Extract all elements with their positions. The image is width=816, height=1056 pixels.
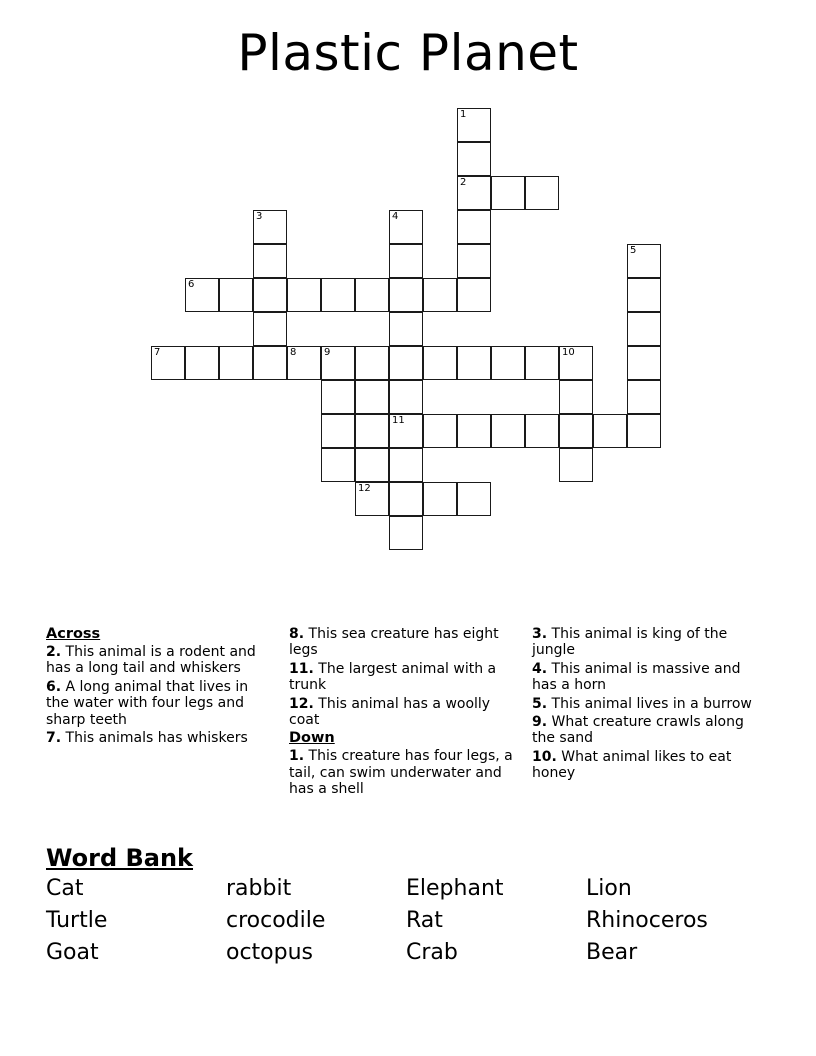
crossword-cell[interactable] — [627, 414, 661, 448]
crossword-cell[interactable] — [525, 346, 559, 380]
crossword-cell[interactable] — [389, 380, 423, 414]
crossword-cell-number: 8 — [290, 347, 297, 358]
clue-number: 2. — [46, 644, 62, 660]
crossword-cell[interactable] — [389, 210, 423, 244]
clue-down-3 — [532, 626, 762, 659]
crossword-cell[interactable] — [491, 176, 525, 210]
crossword-cell[interactable] — [491, 414, 525, 448]
clue-down-4 — [532, 661, 762, 694]
clue-number: 12. — [289, 695, 314, 712]
clue-number: 8. — [289, 626, 305, 642]
clue-number: 5. — [532, 695, 548, 712]
word-bank-item: Elephant — [406, 876, 504, 901]
crossword-cell[interactable] — [491, 346, 525, 380]
clue-number: 1. — [289, 748, 305, 765]
clue-number: 6. — [46, 678, 62, 695]
crossword-cell[interactable] — [627, 312, 661, 346]
crossword-cell-number: 3 — [256, 211, 263, 222]
word-bank-item: Rat — [406, 908, 443, 933]
crossword-cell[interactable] — [287, 278, 321, 312]
word-bank-item: Rhinoceros — [586, 908, 708, 933]
word-bank-item: Lion — [586, 876, 632, 901]
crossword-cell[interactable] — [355, 346, 389, 380]
word-bank-item: Bear — [586, 940, 638, 965]
clue-text: This animal lives in a burrow — [551, 695, 752, 712]
crossword-cell[interactable] — [253, 278, 287, 312]
crossword-cell[interactable] — [457, 346, 491, 380]
clue-across-8 — [289, 626, 518, 659]
crossword-cell[interactable] — [389, 448, 423, 482]
crossword-cell[interactable] — [559, 448, 593, 482]
clues-column-3 — [532, 626, 776, 784]
word-bank-item: crocodile — [226, 908, 326, 933]
crossword-cell-number: 2 — [460, 177, 467, 188]
word-bank-item: rabbit — [226, 876, 292, 901]
clues-section — [46, 626, 776, 800]
down-heading: Down — [289, 730, 335, 747]
crossword-cell[interactable] — [457, 244, 491, 278]
clue-text: This animal has a woolly coat — [289, 695, 491, 729]
clue-text: What creature crawls along the sand — [532, 714, 744, 747]
crossword-cell[interactable] — [525, 414, 559, 448]
crossword-cell[interactable] — [321, 380, 355, 414]
crossword-cell[interactable] — [355, 414, 389, 448]
clue-number: 4. — [532, 660, 548, 677]
clue-text: This animal is a rodent and has a long tail and whiskers — [46, 644, 256, 677]
clues-column-1 — [46, 626, 289, 748]
crossword-cell[interactable] — [253, 210, 287, 244]
crossword-cell[interactable] — [219, 278, 253, 312]
crossword-cell[interactable] — [559, 380, 593, 414]
crossword-cell[interactable] — [627, 380, 661, 414]
word-bank-list — [46, 874, 776, 967]
crossword-cell[interactable] — [423, 278, 457, 312]
clue-number: 7. — [46, 730, 62, 747]
crossword-cell[interactable] — [457, 278, 491, 312]
clue-text: This animal is massive and has a horn — [532, 660, 741, 694]
crossword-cell[interactable] — [457, 108, 491, 142]
clue-down-5 — [532, 696, 762, 712]
across-heading: Across — [46, 626, 101, 642]
clue-across-6 — [46, 679, 275, 728]
crossword-cell[interactable] — [389, 312, 423, 346]
crossword-cell[interactable] — [355, 278, 389, 312]
crossword-cell[interactable] — [287, 346, 321, 380]
crossword-cell[interactable] — [253, 346, 287, 380]
crossword-cell[interactable] — [185, 278, 219, 312]
clue-down-9 — [532, 714, 762, 747]
crossword-cell-number: 9 — [324, 347, 331, 358]
crossword-cell[interactable] — [457, 176, 491, 210]
clues-column-2 — [289, 626, 532, 800]
clue-text: This animals has whiskers — [65, 730, 248, 747]
crossword-cell[interactable] — [321, 346, 355, 380]
word-bank-section — [46, 844, 776, 967]
crossword-cell-number: 4 — [392, 211, 399, 222]
crossword-cell-number: 1 — [460, 109, 467, 120]
crossword-cell[interactable] — [389, 278, 423, 312]
clue-text: A long animal that lives in the water with four legs and sharp teeth — [46, 678, 249, 728]
word-bank-title: Word Bank — [46, 844, 194, 872]
crossword-cell[interactable] — [355, 482, 389, 516]
crossword-cell[interactable] — [389, 482, 423, 516]
crossword-cell-number: 10 — [562, 347, 575, 358]
clue-down-10 — [532, 749, 762, 782]
word-bank-item: Turtle — [46, 908, 108, 933]
crossword-cell-number: 6 — [188, 279, 195, 290]
crossword-cell[interactable] — [559, 346, 593, 380]
crossword-cell[interactable] — [593, 414, 627, 448]
crossword-cell[interactable] — [457, 210, 491, 244]
crossword-cell[interactable] — [457, 482, 491, 516]
crossword-cell[interactable] — [219, 346, 253, 380]
clue-text: The largest animal with a trunk — [289, 660, 497, 694]
crossword-cell[interactable] — [389, 244, 423, 278]
crossword-cell[interactable] — [389, 414, 423, 448]
clue-text: This creature has four legs, a tail, can swim underwater and has a shell — [289, 748, 513, 798]
clue-text: This animal is king of the jungle — [532, 626, 728, 659]
crossword-cell[interactable] — [321, 414, 355, 448]
crossword-cell[interactable] — [389, 516, 423, 550]
clue-across-2 — [46, 644, 275, 677]
crossword-cell[interactable] — [355, 380, 389, 414]
clue-down-1 — [289, 748, 518, 797]
crossword-cell[interactable] — [389, 346, 423, 380]
crossword-cell[interactable] — [559, 414, 593, 448]
clue-across-7 — [46, 730, 275, 746]
crossword-cell[interactable] — [627, 244, 661, 278]
word-bank-item: Goat — [46, 940, 99, 965]
clue-number: 9. — [532, 714, 548, 731]
clue-number: 3. — [532, 626, 548, 642]
crossword-cell[interactable] — [457, 414, 491, 448]
crossword-cell[interactable] — [321, 448, 355, 482]
crossword-cell[interactable] — [457, 142, 491, 176]
crossword-cell[interactable] — [525, 176, 559, 210]
clue-number: 10. — [532, 748, 557, 765]
crossword-cell[interactable] — [253, 244, 287, 278]
crossword-cell-number: 12 — [358, 483, 371, 494]
crossword-cell[interactable] — [185, 346, 219, 380]
crossword-cell[interactable] — [151, 346, 185, 380]
crossword-cell[interactable] — [423, 414, 457, 448]
crossword-cell-number: 7 — [154, 347, 161, 358]
word-bank-item: Cat — [46, 876, 84, 901]
word-bank-item: Crab — [406, 940, 458, 965]
clue-across-12 — [289, 696, 518, 729]
crossword-cell-number: 11 — [392, 415, 405, 426]
page-title: Plastic Planet — [237, 24, 579, 82]
crossword-cell[interactable] — [321, 278, 355, 312]
clue-text: This sea creature has eight legs — [289, 626, 499, 659]
clue-across-11 — [289, 661, 518, 694]
crossword-cell[interactable] — [423, 482, 457, 516]
clue-text: What animal likes to eat honey — [532, 748, 732, 782]
crossword-cell[interactable] — [627, 278, 661, 312]
word-bank-item: octopus — [226, 940, 314, 965]
crossword-cell[interactable] — [253, 312, 287, 346]
crossword-cell[interactable] — [627, 346, 661, 380]
clue-number: 11. — [289, 660, 314, 677]
crossword-cell[interactable] — [355, 448, 389, 482]
crossword-cell-number: 5 — [630, 245, 637, 256]
crossword-cell[interactable] — [423, 346, 457, 380]
